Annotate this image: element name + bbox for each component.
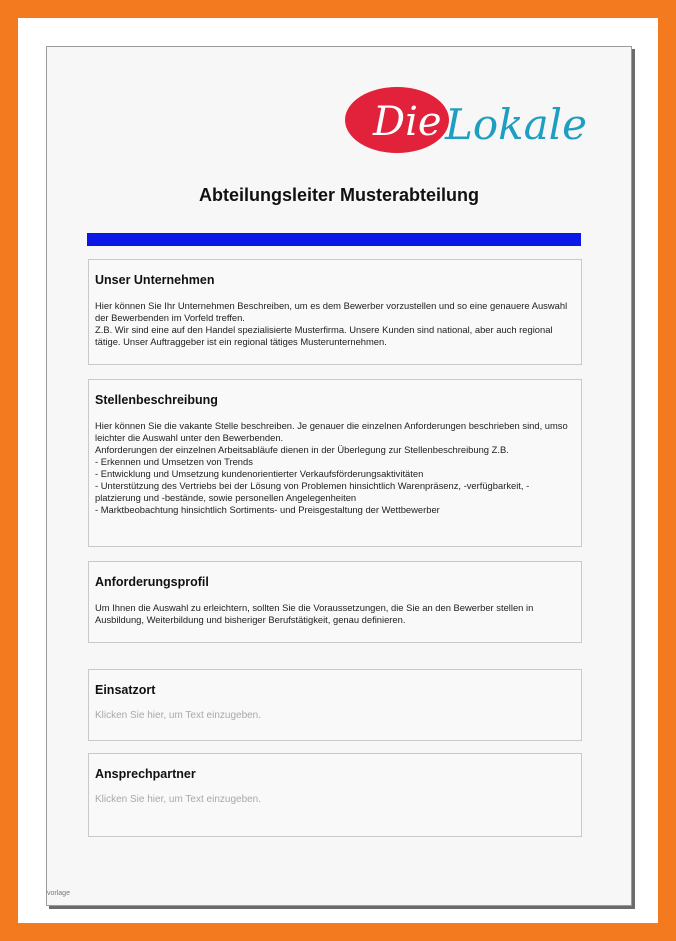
section-body: Hier können Sie die vakante Stelle beschreiben. Je genauer die einzelnen Anforderungen beschrieben sind, umso leichter die Auswahl unter den Bewerbenden. Anforderungen der einzelnen Arbeitsabläufe dienen in der Überlegung zur Stellenbeschreibung Z.B. - Erkennen und Umsetzen von Trends - Entwicklung und Umsetzung kundenorientierter Verkaufsförderungsaktivitäten - Unterstützung des Vertriebs bei der Lösung von Problemen hinsichtlich Warenpräsenz, -verfügbarkeit, -platzierung und -bestände, sowie personellen Angelegenheiten - Marktbeobachtung hinsichtlich Sortiments- und Preisgestaltung der Wettbewerber — [95, 420, 568, 515]
section-heading: Unser Unternehmen — [95, 273, 215, 287]
svg-text:Die: Die — [373, 99, 442, 145]
section-unternehmen — [88, 259, 582, 365]
document-page — [46, 46, 632, 906]
section-heading: Ansprechpartner — [95, 767, 196, 781]
section-heading: Stellenbeschreibung — [95, 393, 218, 407]
section-anforderungsprofil — [88, 561, 582, 643]
text-input-placeholder[interactable]: Klicken Sie hier, um Text einzugeben. — [95, 794, 262, 805]
section-ansprechpartner — [88, 753, 582, 837]
section-stellenbeschreibung — [88, 379, 582, 547]
svg-text:Lokale: Lokale — [445, 100, 587, 149]
section-body: Hier können Sie Ihr Unternehmen Beschreiben, um es dem Bewerber vorzustellen und so eine genauere Auswahl der Bewerbenden im Vorfeld treffen. Z.B. Wir sind eine auf den Handel spezialisierte Musterfirma. Unsere Kunden sind national, aber auch regional tätige. Unser Auftraggeber ist ein regional tätiges Musterunternehmen. — [95, 300, 568, 347]
document-title: Abteilungsleiter Musterabteilung — [198, 185, 480, 205]
section-body: Um Ihnen die Auswahl zu erleichtern, sollten Sie die Voraussetzungen, die Sie an den Bewerber stellen in Ausbildung, Weiterbildung und bisheriger Berufstätigkeit, genau definieren. — [95, 602, 534, 625]
text-input-placeholder[interactable]: Klicken Sie hier, um Text einzugeben. — [95, 710, 262, 721]
section-einsatzort — [88, 669, 582, 741]
die-lokale-logo — [345, 83, 600, 157]
watermark-text: vorlage — [47, 890, 70, 897]
accent-bar — [87, 233, 581, 246]
section-heading: Einsatzort — [95, 683, 156, 697]
section-heading: Anforderungsprofil — [95, 575, 209, 589]
